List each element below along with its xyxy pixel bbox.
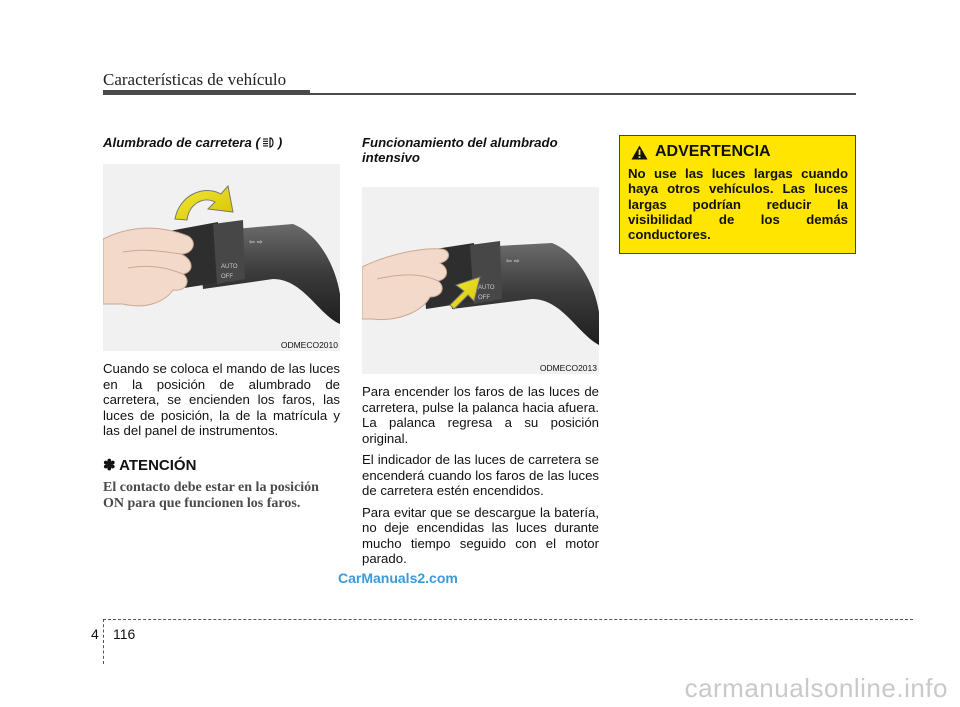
header-rule-thick	[103, 90, 310, 95]
body-paragraph: El indicador de las luces de carretera se encenderá cuando los faros de las luces de carretera estén encendidos.	[362, 452, 599, 498]
lever-push-illustration	[362, 187, 599, 374]
high-beam-icon	[262, 137, 276, 148]
column-middle	[362, 135, 599, 567]
caution-heading: ✽ ATENCIÓN	[103, 456, 197, 474]
header-rule	[310, 93, 856, 95]
body-paragraph: Para encender los faros de las luces de carretera, pulse la palanca hacia afuera. La palanca regresa a su posición original.	[362, 384, 599, 446]
svg-text:AUTO: AUTO	[478, 285, 495, 291]
warning-box	[619, 135, 856, 254]
svg-text:OFF: OFF	[221, 274, 233, 280]
svg-text:⇦ ⇨: ⇦ ⇨	[249, 239, 263, 246]
lever-rotate-illustration	[103, 164, 340, 351]
svg-text:OFF: OFF	[478, 295, 490, 301]
footer-vertical-rule	[103, 619, 104, 664]
footer-rule	[103, 619, 913, 620]
site-watermark: carmanualsonline.info	[684, 673, 948, 703]
body-paragraph: Para evitar que se descargue la batería, no deje encendidas las luces durante mucho tiempo seguido con el motor parado.	[362, 504, 599, 566]
warning-triangle-icon	[631, 145, 648, 160]
figure-lever-rotate	[103, 164, 340, 351]
warning-header	[631, 143, 848, 161]
chapter-number: 4	[91, 626, 99, 642]
figure-lever-push	[362, 187, 599, 374]
svg-text:AUTO: AUTO	[221, 264, 238, 270]
figure-code: ODMECO2013	[539, 363, 597, 373]
column-left	[103, 135, 340, 512]
warning-text: No use las luces largas cuando haya otros vehículos. Las luces largas podrían reducir la visibilidad de los demás conductores.	[628, 166, 848, 243]
running-header: Características de vehículo	[103, 70, 287, 89]
warning-title: ADVERTENCIA	[655, 143, 771, 160]
figure-code: ODMECO2010	[280, 340, 338, 350]
body-paragraph: Cuando se coloca el mando de las luces en la posición de alumbrado de carretera, se encienden los faros, las luces de posición, la de la matrícula y las del panel de instrumentos.	[103, 361, 340, 438]
caution-text: El contacto debe estar en la posición ON para que funcionen los faros.	[103, 479, 319, 511]
svg-text:⇦ ⇨: ⇦ ⇨	[506, 258, 520, 265]
carmanuals-watermark: CarManuals2.com	[338, 570, 458, 586]
section-subhead-flash: Funcionamiento del alumbrado intensivo	[362, 135, 558, 165]
section-subhead-high-beam: Alumbrado de carretera ( )	[103, 135, 283, 150]
page-number: 116	[113, 626, 136, 642]
